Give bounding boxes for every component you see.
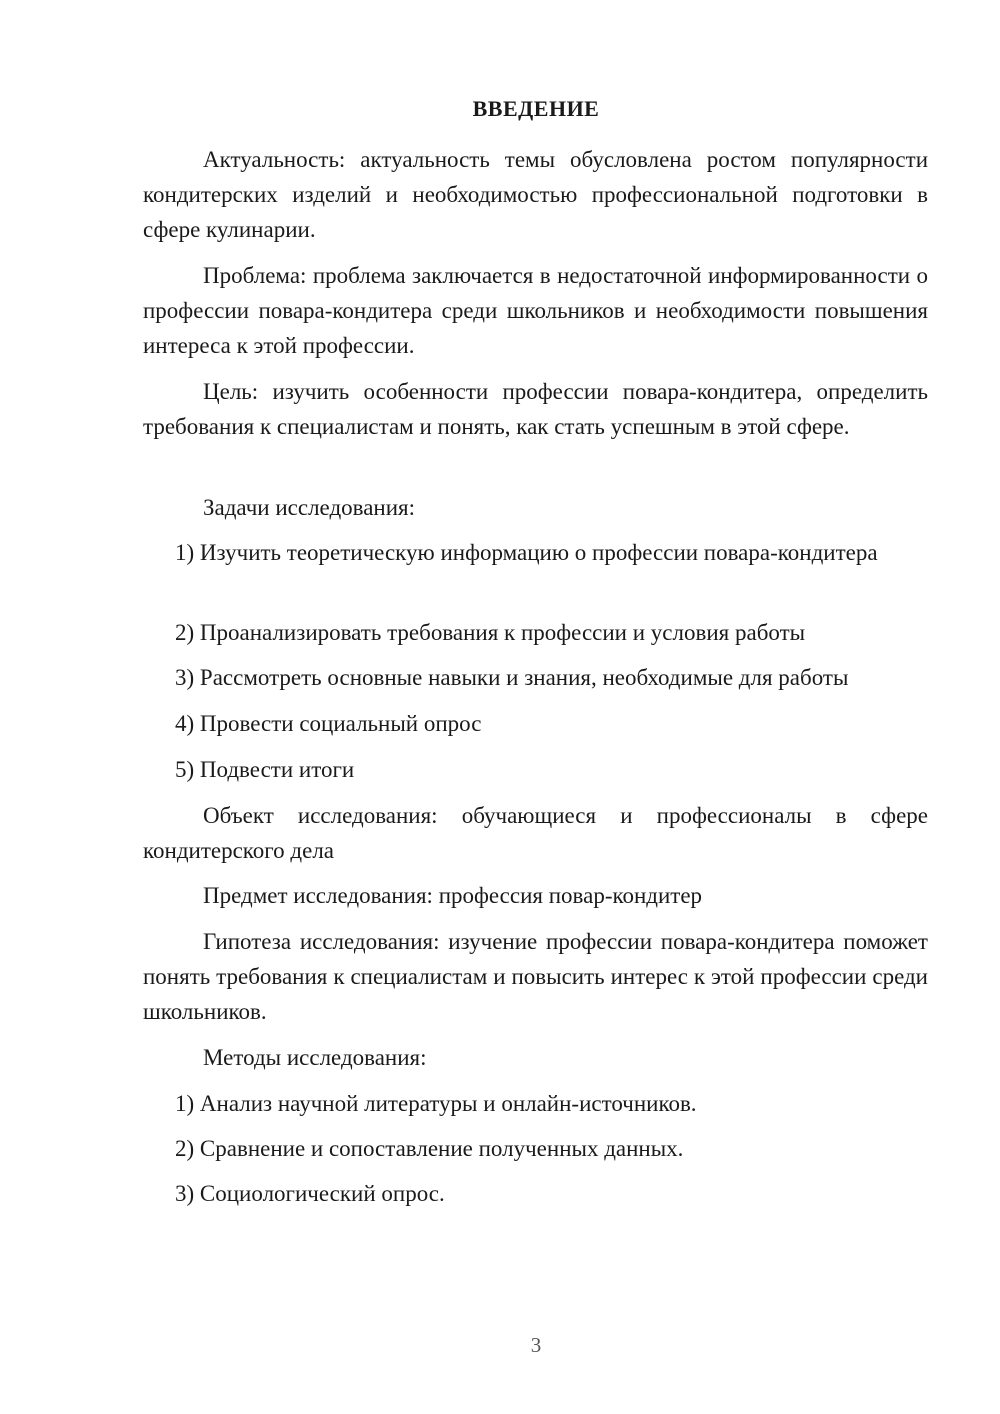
tasks-heading: Задачи исследования: xyxy=(203,495,416,520)
hypothesis-paragraph: Гипотеза исследования: изучение профессии повара-кондитера поможет понять требования к специалистам и повысить интерес к этой профессии среди школьников. xyxy=(143,929,928,1024)
method-item-1: 1) Анализ научной литературы и онлайн-источников. xyxy=(175,1091,697,1116)
methods-heading: Методы исследования: xyxy=(203,1045,427,1070)
page-title: ВВЕДЕНИЕ xyxy=(472,96,600,121)
task-item-2: 2) Проанализировать требования к профессии и условия работы xyxy=(175,620,806,645)
page-number: 3 xyxy=(530,1333,542,1357)
task-item-3: 3) Рассмотреть основные навыки и знания, необходимые для работы xyxy=(175,665,849,690)
goal-paragraph: Цель: изучить особенности профессии повара-кондитера, определить требования к специалистам и понять, как стать успешным в этой сфере. xyxy=(143,379,928,439)
method-item-2: 2) Сравнение и сопоставление полученных данных. xyxy=(175,1136,684,1161)
task-item-1: 1) Изучить теоретическую информацию о профессии повара-кондитера xyxy=(175,540,878,565)
subject-paragraph: Предмет исследования: профессия повар-кондитер xyxy=(203,883,703,908)
method-item-3: 3) Социологический опрос. xyxy=(175,1181,445,1206)
task-item-5: 5) Подвести итоги xyxy=(175,757,355,782)
task-item-4: 4) Провести социальный опрос xyxy=(175,711,482,736)
relevance-paragraph: Актуальность: актуальность темы обусловлена ростом популярности кондитерских изделий и необходимостью профессиональной подготовки в сфере кулинарии. xyxy=(143,147,928,242)
problem-paragraph: Проблема: проблема заключается в недостаточной информированности о профессии повара-кондитера среди школьников и необходимости повышения интереса к этой профессии. xyxy=(143,263,928,358)
object-paragraph: Объект исследования: обучающиеся и профессионалы в сфере кондитерского дела xyxy=(143,803,928,863)
